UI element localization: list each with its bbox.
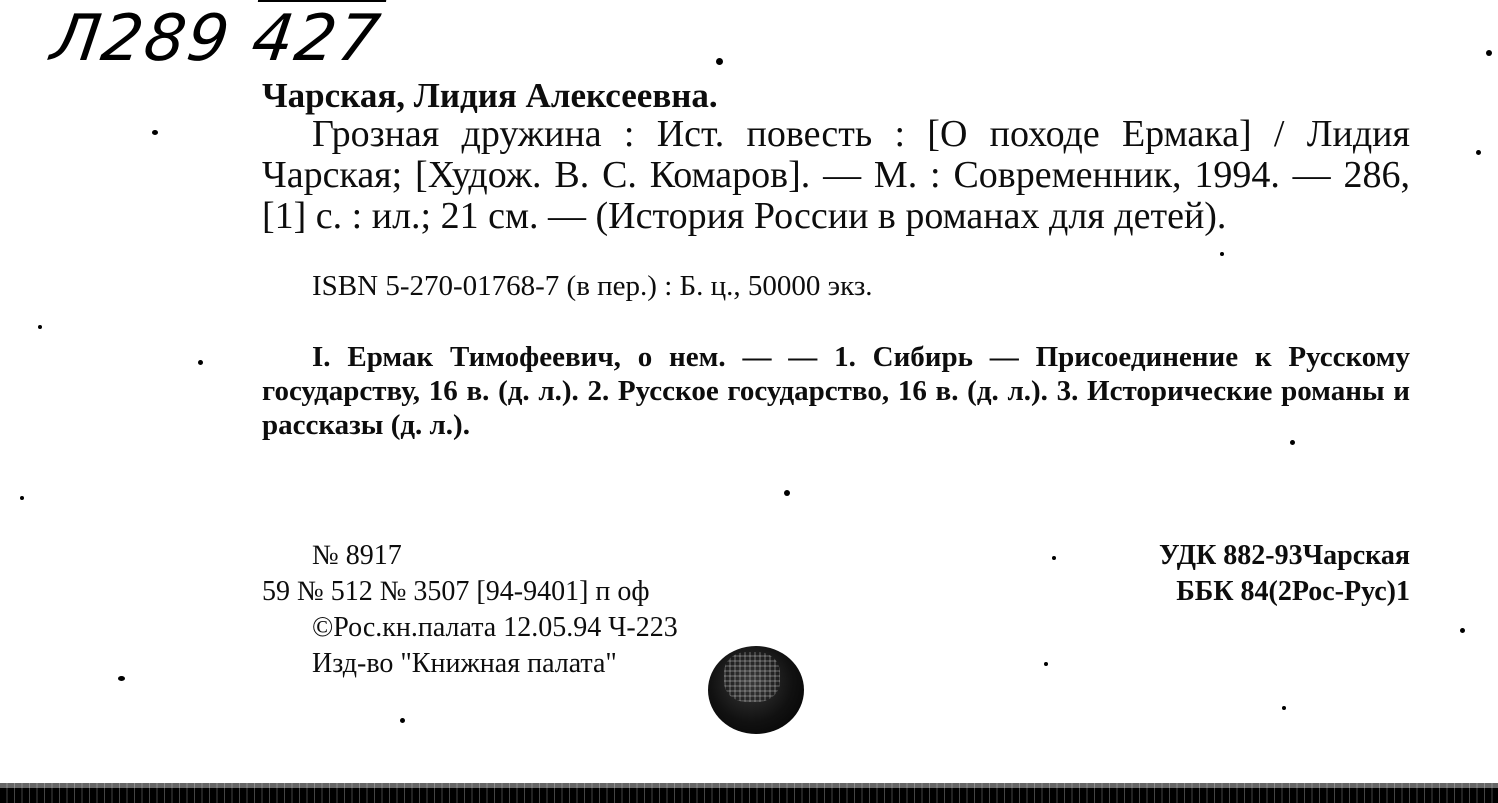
footer-left (262, 538, 678, 682)
ink-speck (1052, 556, 1056, 560)
order-numbers: 59 № 512 № 3507 [94-9401] п оф (262, 576, 650, 607)
ink-speck (1044, 662, 1048, 666)
ink-speck (152, 130, 158, 135)
card-number: № 8917 (312, 540, 402, 571)
subject-headings: I. Ермак Тимофеевич, о нем. — — 1. Сибирь — Присоединение к Русскому государству, 16 в. (д. л.). 2. Русское государство, 16 в. (д. л.). 3. Исторические романы и рассказы (д. л.). (262, 341, 1410, 441)
ink-speck (1476, 150, 1481, 155)
footer-right (1159, 538, 1410, 610)
ink-speck (198, 360, 203, 365)
handwritten-call-number (47, 2, 386, 76)
ink-speck (400, 718, 405, 723)
bbk-code: ББК 84(2Рос-Рус)1 (1176, 576, 1410, 607)
scan-edge-band (0, 783, 1498, 803)
author-heading: Чарская, Лидия Алексеевна. (262, 76, 718, 115)
ink-speck (1220, 252, 1224, 256)
ink-speck (1486, 50, 1492, 56)
ink-speck (716, 58, 723, 65)
ink-speck (38, 325, 42, 329)
ink-speck (1282, 706, 1286, 710)
publisher-imprint: Изд-во "Книжная палата" (312, 648, 617, 679)
ink-speck (1290, 440, 1295, 445)
chamber-copyright: ©Рос.кн.палата 12.05.94 Ч-223 (312, 612, 678, 643)
ink-speck (784, 490, 790, 496)
isbn-line: ISBN 5-270-01768-7 (в пер.) : Б. ц., 50000 экз. (312, 270, 873, 302)
bibliographic-description: Грозная дружина : Ист. повесть : [О походе Ермака] / Лидия Чарская; [Худож. В. С. Комаров]. — М. : Современник, 1994. — 286,[1] с. : ил.; 21 см. — (История России в романах для детей). (262, 113, 1410, 237)
ink-speck (118, 676, 125, 681)
ink-stamp-blot (708, 646, 804, 734)
call-number: Л289 (46, 2, 236, 76)
inventory-number: 427 (247, 2, 386, 76)
ink-speck (1460, 628, 1465, 633)
udk-code: УДК 882-93Чарская (1158, 540, 1410, 571)
ink-speck (20, 496, 24, 500)
